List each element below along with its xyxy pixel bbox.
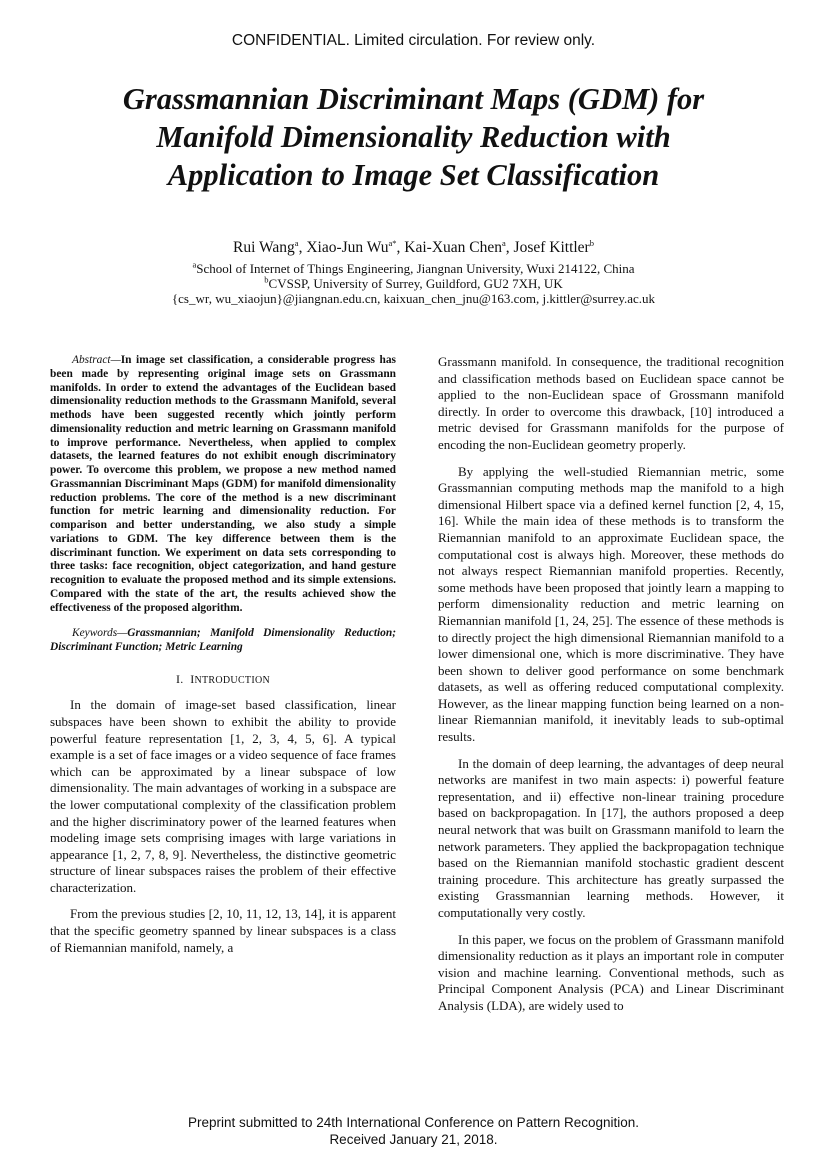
title-line: Manifold Dimensionality Reduction with (156, 120, 671, 154)
affil-mark: a (192, 259, 197, 270)
paragraph: From the previous studies [2, 10, 11, 12, 13, 14], it is apparent that the specific geometry spanned by linear subspaces is a class of Riemannian manifold, namely, a (50, 906, 396, 955)
abstract (50, 354, 396, 615)
author-affil-mark: a* (388, 237, 397, 248)
footer-line: Received January 21, 2018. (329, 1132, 498, 1147)
abstract-text: In image set classification, a considerable progress has been made by representing original image sets on Grassmann manifolds. In order to extend the advantages of the Euclidean based dimensionality reduction methods to the Grassmann Manifold, several methods have been suggested recently which jointly perform dimensionality reduction and metric learning on Grassmann manifold to improve performance. Nevertheless, when applied to complex datasets, the learned features do not exhibit enough discriminatory power. To overcome this problem, we propose a new method named Grassmannian Discriminant Maps (GDM) for manifold dimensionality reduction problems. The core of the method is a new discriminant function for metric learning and dimensionality reduction. For comparison and better understanding, we also study a simple variations to GDM. The key difference between them is the discriminant function. We experiment on data sets corresponding to three tasks: face recognition, object categorization, and hand gesture recognition to evaluate the proposed method and its simple extensions. Compared with the state of the art, the results achieved show the effectiveness of the proposed algorithm. (50, 354, 396, 614)
title-line: Grassmannian Discriminant Maps (GDM) for (122, 82, 705, 116)
author-separator: , (396, 239, 405, 256)
author-name: Kai-Xuan Chen (404, 239, 502, 256)
author-affil-mark: a (294, 237, 299, 248)
footer-line: Preprint submitted to 24th International Conference on Pattern Recognition. (187, 1115, 640, 1130)
affil-mark: b (264, 274, 269, 285)
paragraph: In the domain of image-set based classification, linear subspaces have been shown to exhibit the ability to provide powerful feature representation [1, 2, 3, 4, 5, 6]. A typical example is a set of face images or a video sequence of face frames which can be approximated by a linear subspace of low dimensionality. The main advantages of working in a subspace are the lower computational complexity of the classification problem and the higher discriminatory power of the learned features when modeling image sets comprising images with large variations in appearance [1, 2, 7, 8, 9]. Nevertheless, the distinctive geometric structure of linear subspaces raises the problem of their effective characterization. (50, 697, 396, 895)
author-name: Rui Wang (233, 239, 295, 256)
section-title-initial: I (190, 671, 195, 686)
author-affil-mark: b (589, 237, 594, 248)
right-column (438, 354, 784, 1025)
confidential-banner: CONFIDENTIAL. Limited circulation. For review only. (231, 32, 596, 49)
title-line: Application to Image Set Classification (167, 158, 660, 192)
paragraph: In this paper, we focus on the problem of Grassmann manifold dimensionality reduction as it plays an important role in computer vision and machine learning. Conventional methods, such as Principal Component Analysis (PCA) and Linear Discriminant Analysis (LDA), are widely used to (438, 931, 784, 1013)
abstract-lead: Abstract— (72, 354, 121, 366)
section-title-rest: NTRODUCTION (194, 674, 271, 686)
author-affil-mark: a (502, 237, 506, 248)
author-list (0, 239, 827, 257)
paper-title (40, 80, 787, 194)
paragraph: In the domain of deep learning, the advantages of deep neural networks are manifest in two main aspects: i) powerful feature representation, and ii) effective non-linear training procedure based on backpropagation. In [17], the authors proposed a deep neural network that was built on Grassmann manifold to learn the network parameters. They applied the backpropagation technique based on the Riemannian manifold stochastic gradient descent training procedure. This architecture has greatly surpassed the existing Grassmannian learning methods. However, it computationally very costly. (438, 755, 784, 920)
author-emails: {cs_wr, wu_xiaojun}@jiangnan.edu.cn, kaixuan_chen_jnu@163.com, j.kittler@surrey.ac.uk (171, 291, 656, 306)
keywords (50, 627, 396, 655)
author-name: Xiao-Jun Wu (306, 239, 389, 256)
preprint-footer (0, 1114, 827, 1148)
keywords-lead: Keywords— (72, 627, 128, 640)
section-heading-introduction (50, 671, 396, 690)
affil-text: School of Internet of Things Engineering, Jiangnan University, Wuxi 214122, China (196, 261, 635, 276)
affiliation-b (0, 276, 827, 292)
author-separator: , (298, 239, 307, 256)
affil-text: CVSSP, University of Surrey, Guildford, GU2 7XH, UK (268, 276, 563, 291)
author-separator: , (505, 239, 514, 256)
affiliation-a (0, 261, 827, 277)
left-column (50, 354, 396, 966)
paragraph: Grassmann manifold. In consequence, the traditional recognition and classification methods based on Euclidean space cannot be applied to the non-Euclidean space of Grossmann manifold directly. In order to overcome this drawback, [10] introduced a metric devised for Grassmann manifolds for the purpose of encoding the non-Euclidean geometry properly. (438, 354, 784, 452)
section-number: I. (175, 671, 184, 686)
keywords-text: Grassmannian; Manifold Dimensionality Reduction; Discriminant Function; Metric Learning (50, 627, 396, 653)
paragraph: By applying the well-studied Riemannian metric, some Grassmannian computing methods map the manifold to a high dimensional Hilbert space via a defined kernel function [2, 4, 15, 16]. While the main idea of these methods is to transform the Riemannian manifold to an approximate Euclidean space, the computational cost is always high. Moreover, these methods do not always respect Riemannian manifold properties. Recently, some methods have been proposed that jointly learn a mapping to perform dimensionality reduction and metric learning on Riemannian manifold [1, 24, 25]. The essence of these methods is to directly project the high dimensional Riemannian manifold to a lower dimensional one, which is more discriminative. They have been shown to deliver good performance on some benchmark datasets, as well as offering reduced computational complexity. However, as the linear mapping function being learned on a non-linear Riemannian manifold, it inevitably leads to sub-optimal results. (438, 463, 784, 745)
author-name: Josef Kittler (513, 239, 590, 256)
